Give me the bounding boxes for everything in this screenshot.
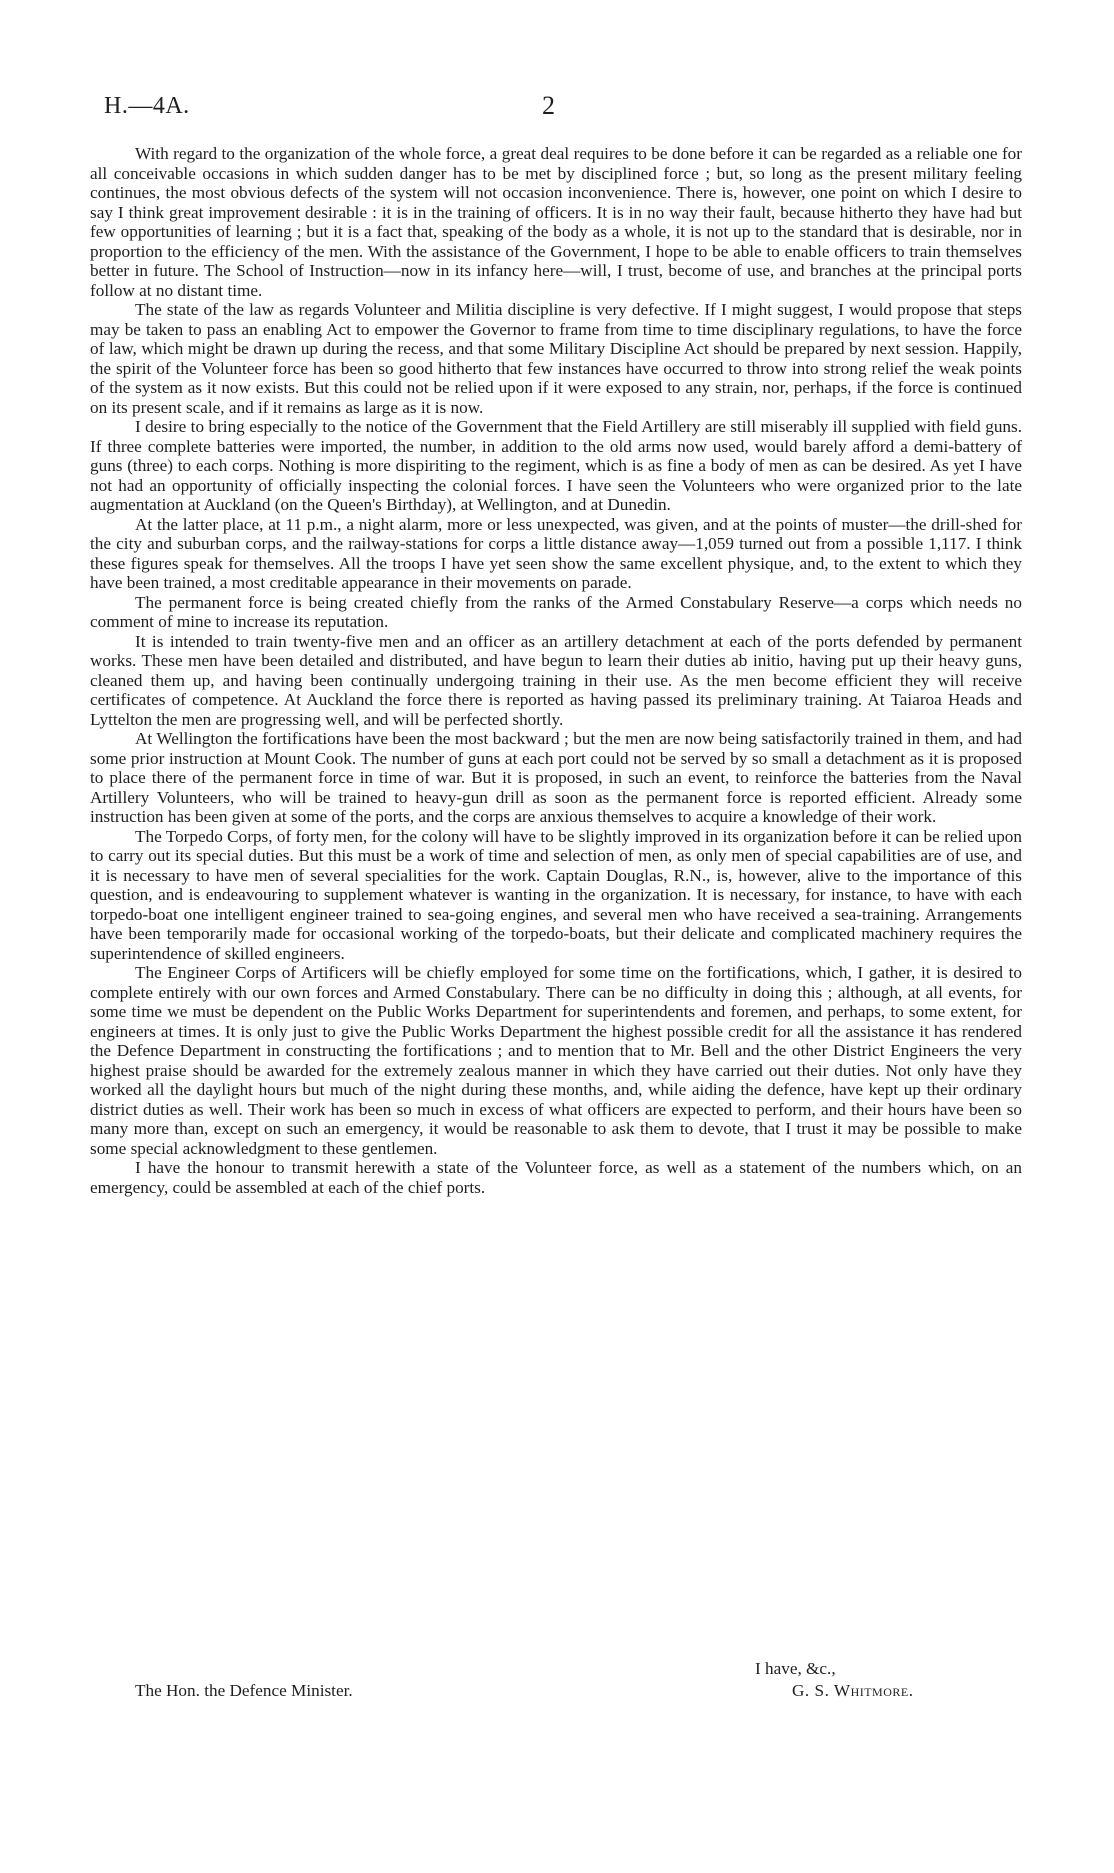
letter-body bbox=[90, 144, 1022, 1197]
paragraph-discipline-law: The state of the law as regards Volunteer and Militia discipline is very defective. If I might suggest, I would propose that steps may be taken to pass an enabling Act to empower the Governor to frame from time to time disciplinary regulations, to have the force of law, which might be drawn up during the recess, and that some Military Discipline Act should be prepared by next session. Happily, the spirit of the Volunteer force has been so good hitherto that few instances have occurred to throw into strong relief the weak points of the system as it now exists. But this could not be relied upon if it were exposed to any strain, nor, perhaps, if the force is continued on its present scale, and if it remains as large as it is now. bbox=[90, 300, 1022, 417]
paragraph-engineer-corps: The Engineer Corps of Artificers will be chiefly employed for some time on the fortifications, which, I gather, it is desired to complete entirely with our own forces and Armed Constabulary. There can be no difficulty in doing this ; although, at all events, for some time we must be dependent on the Public Works Department for superintendents and foremen, and perhaps, to some extent, for engineers at times. It is only just to give the Public Works Department the highest possible credit for all the assistance it has rendered the Defence Department in constructing the fortifications ; and to mention that to Mr. Bell and the other District Engineers the very highest praise should be awarded for the extremely zealous manner in which they have carried out their duties. Not only have they worked all the daylight hours but much of the night during these months, and, while aiding the defence, have kept up their ordinary district duties as well. Their work has been so much in excess of what officers are expected to perform, and their hours have been so many more than, except on such an emergency, it would be reasonable to ask them to devote, that I trust it may be possible to make some special acknowledgment to these gentlemen. bbox=[90, 963, 1022, 1158]
recipient: The Hon. the Defence Minister. bbox=[135, 1681, 353, 1700]
signature: G. S. Whitmore. bbox=[792, 1681, 914, 1700]
paragraph-permanent-force: The permanent force is being created chiefly from the ranks of the Armed Constabulary Reserve—a corps which needs no comment of mine to increase its reputation. bbox=[90, 592, 1022, 631]
paragraph-officer-training: With regard to the organization of the whole force, a great deal requires to be done before it can be regarded as a reliable one for all conceivable occasions in which sudden danger has to be met by disciplined force ; but, so long as the present military feeling continues, the most obvious defects of the system will not occasion inconvenience. There is, however, one point on which I desire to say I think great improvement desirable : it is in the training of officers. It is in no way their fault, because hitherto they have had but few opportunities of learning ; but it is a fact that, speaking of the body as a whole, it is not up to the standard that is desirable, nor in proportion to the efficiency of the men. With the assistance of the Government, I hope to be able to enable officers to train themselves better in future. The School of Instruction—now in its infancy here—will, I trust, become of use, and branches at the principal ports follow at no distant time. bbox=[90, 144, 1022, 300]
paragraph-wellington: At Wellington the fortifications have been the most backward ; but the men are now being satisfactorily trained in them, and had some prior instruction at Mount Cook. The number of guns at each port could not be served by so small a detachment as it is proposed to place there of the permanent force in time of war. But it is proposed, in such an event, to reinforce the batteries from the Naval Artillery Volunteers, who will be trained to heavy-gun drill as soon as the permanent force is reported efficient. Already some instruction has been given at some of the ports, and the corps are anxious themselves to acquire a knowledge of their work. bbox=[90, 729, 1022, 826]
document-reference: H.—4A. bbox=[104, 93, 190, 119]
closing-salutation: I have, &c., bbox=[755, 1659, 836, 1678]
paragraph-artillery-detachment: It is intended to train twenty-five men and an officer as an artillery detachment at each of the ports defended by permanent works. These men have been detailed and distributed, and have begun to learn their duties ab initio, having put up their heavy guns, cleaned them up, and having been continually undergoing training in their use. As the men become efficient they will receive certificates of competence. At Auckland the force there is reported as having passed its preliminary training. At Taiaroa Heads and Lyttelton the men are progressing well, and will be perfected shortly. bbox=[90, 631, 1022, 729]
paragraph-transmit: I have the honour to transmit herewith a state of the Volunteer force, as well as a statement of the numbers which, on an emergency, could be assembled at each of the chief ports. bbox=[90, 1158, 1022, 1197]
page-number: 2 bbox=[542, 91, 555, 120]
paragraph-night-alarm: At the latter place, at 11 p.m., a night alarm, more or less unexpected, was given, and at the points of muster—the drill-shed for the city and suburban corps, and the railway-stations for corps a little distance away—1,059 turned out from a possible 1,117. I think these figures speak for themselves. All the troops I have yet seen show the same excellent physique, and, to the extent to which they have been trained, a most creditable appearance in their movements on parade. bbox=[90, 514, 1022, 592]
paragraph-field-artillery: I desire to bring especially to the notice of the Government that the Field Artillery are still miserably ill supplied with field guns. If three complete batteries were imported, the number, in addition to the old arms now used, would barely afford a demi-battery of guns (three) to each corps. Nothing is more dispiriting to the regiment, which is as fine a body of men as can be desired. As yet I have not had an opportunity of officially inspecting the colonial forces. I have seen the Volunteers who were organized prior to the late augmentation at Auckland (on the Queen's Birthday), at Wellington, and at Dunedin. bbox=[90, 417, 1022, 514]
paragraph-torpedo-corps: The Torpedo Corps, of forty men, for the colony will have to be slightly improved in its organization before it can be relied upon to carry out its special duties. But this must be a work of time and selection of men, as only men of special capabilities are of use, and it is necessary to have men of several specialities for the work. Captain Douglas, R.N., is, however, alive to the importance of this question, and is endeavouring to supplement whatever is wanting in the organization. It is necessary, for instance, to have with each torpedo-boat one intelligent engineer trained to sea-going engines, and several men who have received a sea-training. Arrangements have been temporarily made for occasional working of the torpedo-boats, but their delicate and complicated machinery requires the superintendence of skilled engineers. bbox=[90, 826, 1022, 963]
